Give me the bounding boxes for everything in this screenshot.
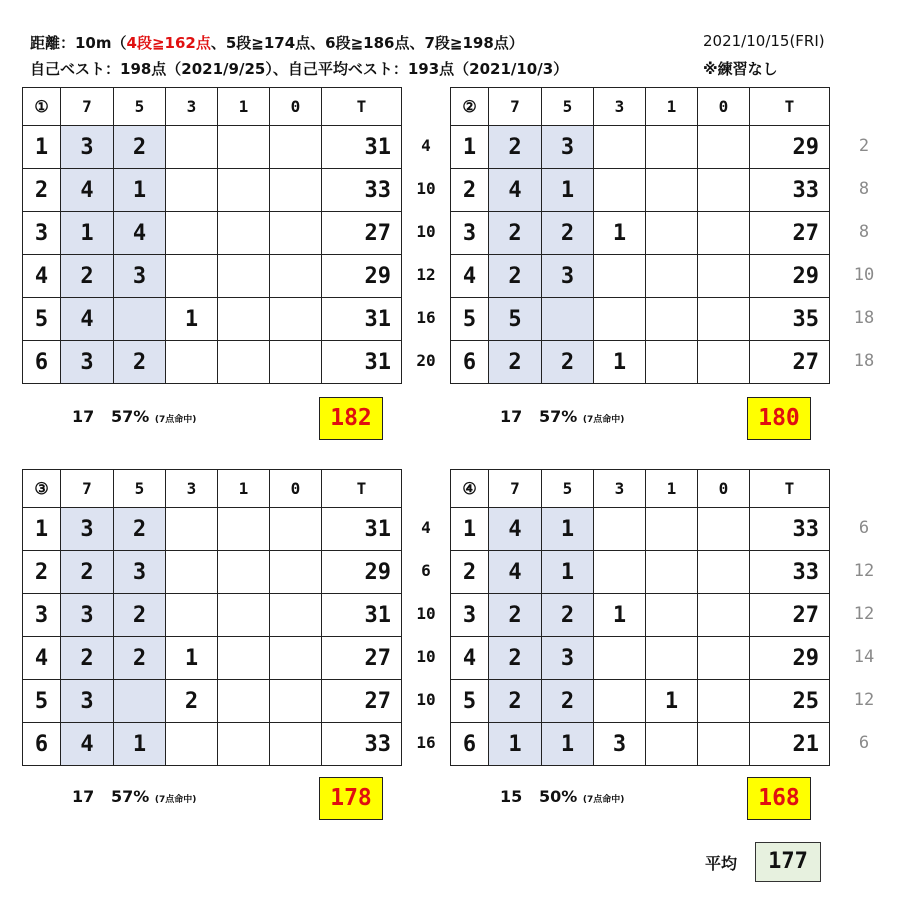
- game-label: ①: [23, 88, 61, 126]
- count-cell-1: [646, 508, 698, 551]
- side-note-value: 8: [858, 179, 870, 199]
- cumulative-hit-count: 10: [416, 690, 436, 709]
- count-cell-0: [270, 637, 322, 680]
- table-row: [23, 255, 402, 298]
- count-cell-3: [594, 126, 646, 169]
- count-cell-0: [698, 169, 750, 212]
- end-total: 27: [750, 594, 830, 637]
- count-cell-1: [218, 680, 270, 723]
- count-cell-7: 2: [489, 255, 542, 298]
- rank-thresholds: 、5段≧174点、6段≧186点、7段≧198点）: [210, 34, 524, 52]
- count-cell-0: [698, 680, 750, 723]
- end-total: 29: [322, 255, 402, 298]
- count-cell-7: 4: [61, 723, 114, 766]
- count-cell-0: [270, 508, 322, 551]
- end-total: 27: [322, 212, 402, 255]
- count-cell-0: [270, 680, 322, 723]
- count-cell-7: 2: [489, 212, 542, 255]
- count-cell-5: 2: [114, 594, 166, 637]
- game-total: 182: [319, 397, 383, 440]
- end-number: 5: [451, 680, 489, 723]
- column-header: 3: [166, 88, 218, 126]
- personal-best-line: 自己ベスト：198点（2021/9/25）、自己平均ベスト：193点（2021/10/3）: [30, 60, 569, 78]
- hit-rate: 57%: [110, 407, 150, 426]
- end-total: 27: [322, 637, 402, 680]
- column-header: 7: [489, 88, 542, 126]
- end-number: 6: [451, 723, 489, 766]
- end-number: 2: [451, 551, 489, 594]
- column-header: T: [750, 88, 830, 126]
- table-row: [23, 723, 402, 766]
- count-cell-7: 2: [489, 637, 542, 680]
- count-cell-5: 2: [542, 341, 594, 384]
- hit-count: 17: [72, 407, 95, 426]
- end-total: 31: [322, 298, 402, 341]
- game-summary: [500, 407, 624, 426]
- table-row: [451, 680, 830, 723]
- count-cell-0: [270, 169, 322, 212]
- table-row: [451, 551, 830, 594]
- hit-rate: 57%: [538, 407, 578, 426]
- count-cell-1: 1: [646, 680, 698, 723]
- distance-label: 距離：10m（: [30, 34, 127, 52]
- count-cell-5: 3: [114, 255, 166, 298]
- hit-rate-note: (7点命中): [582, 415, 625, 425]
- count-cell-1: [218, 594, 270, 637]
- count-cell-3: 1: [166, 298, 218, 341]
- end-number: 1: [23, 508, 61, 551]
- count-cell-5: 1: [114, 723, 166, 766]
- hit-count: 17: [500, 407, 523, 426]
- hit-count: 17: [72, 787, 95, 806]
- score-table-3: [22, 469, 402, 766]
- count-cell-0: [270, 341, 322, 384]
- cumulative-hit-count: 12: [416, 265, 436, 284]
- table-row: [451, 169, 830, 212]
- count-cell-3: [166, 212, 218, 255]
- count-cell-1: [218, 637, 270, 680]
- count-cell-3: [166, 594, 218, 637]
- date-label: 2021/10/15(FRI): [703, 32, 825, 50]
- game-total: 180: [747, 397, 811, 440]
- count-cell-5: 3: [542, 637, 594, 680]
- column-header: 0: [270, 88, 322, 126]
- end-total: 29: [750, 255, 830, 298]
- end-total: 33: [322, 723, 402, 766]
- cumulative-hit-count: 10: [416, 179, 436, 198]
- end-total: 31: [322, 341, 402, 384]
- side-note-value: 18: [853, 308, 875, 328]
- count-cell-0: [270, 551, 322, 594]
- end-number: 3: [451, 594, 489, 637]
- count-cell-3: [166, 169, 218, 212]
- count-cell-3: 1: [594, 341, 646, 384]
- count-cell-3: 1: [594, 594, 646, 637]
- column-header: 1: [218, 88, 270, 126]
- count-cell-0: [698, 255, 750, 298]
- count-cell-0: [270, 298, 322, 341]
- count-cell-0: [698, 212, 750, 255]
- cumulative-hit-count: 4: [421, 518, 431, 537]
- count-cell-1: [218, 508, 270, 551]
- end-number: 5: [23, 298, 61, 341]
- count-cell-5: 1: [114, 169, 166, 212]
- column-header: 0: [270, 470, 322, 508]
- table-row: [451, 637, 830, 680]
- count-cell-1: [646, 637, 698, 680]
- column-header: 5: [114, 88, 166, 126]
- count-cell-3: [166, 723, 218, 766]
- end-number: 6: [451, 341, 489, 384]
- count-cell-1: [646, 594, 698, 637]
- end-number: 2: [23, 169, 61, 212]
- column-header: 3: [594, 88, 646, 126]
- count-cell-1: [218, 341, 270, 384]
- count-cell-7: 4: [489, 169, 542, 212]
- end-total: 31: [322, 594, 402, 637]
- hit-rate-note: (7点命中): [154, 415, 197, 425]
- table-row: [451, 126, 830, 169]
- hit-rate-note: (7点命中): [154, 795, 197, 805]
- count-cell-5: [114, 298, 166, 341]
- count-cell-3: [594, 255, 646, 298]
- count-cell-7: 4: [489, 508, 542, 551]
- average-label: 平均: [705, 854, 738, 873]
- side-note-value: 2: [858, 136, 870, 156]
- count-cell-5: 1: [542, 169, 594, 212]
- end-total: 33: [750, 169, 830, 212]
- count-cell-5: 2: [542, 212, 594, 255]
- count-cell-1: [218, 126, 270, 169]
- cumulative-hit-count: 16: [416, 308, 436, 327]
- column-header: 5: [542, 470, 594, 508]
- cumulative-hit-count: 16: [416, 733, 436, 752]
- count-cell-0: [698, 551, 750, 594]
- game-summary: [72, 787, 196, 806]
- table-row: [23, 594, 402, 637]
- average-value: 177: [755, 842, 821, 882]
- practice-note: ※練習なし: [703, 60, 778, 78]
- count-cell-5: 3: [114, 551, 166, 594]
- count-cell-1: [646, 298, 698, 341]
- count-cell-0: [698, 126, 750, 169]
- column-header: T: [750, 470, 830, 508]
- count-cell-5: 2: [542, 594, 594, 637]
- count-cell-5: 1: [542, 723, 594, 766]
- count-cell-1: [218, 255, 270, 298]
- count-cell-7: 1: [61, 212, 114, 255]
- game-summary: [72, 407, 196, 426]
- end-number: 2: [23, 551, 61, 594]
- count-cell-5: [542, 298, 594, 341]
- table-row: [451, 341, 830, 384]
- score-table-4: [450, 469, 830, 766]
- count-cell-0: [270, 212, 322, 255]
- table-row: [451, 723, 830, 766]
- count-cell-0: [270, 723, 322, 766]
- end-total: 25: [750, 680, 830, 723]
- count-cell-3: 2: [166, 680, 218, 723]
- table-row: [451, 508, 830, 551]
- end-total: 29: [750, 637, 830, 680]
- end-number: 4: [23, 637, 61, 680]
- count-cell-0: [270, 594, 322, 637]
- game-total: 168: [747, 777, 811, 820]
- end-total: 29: [750, 126, 830, 169]
- game-label: ②: [451, 88, 489, 126]
- count-cell-3: [594, 508, 646, 551]
- count-cell-1: [218, 723, 270, 766]
- count-cell-3: [166, 508, 218, 551]
- end-total: 33: [750, 508, 830, 551]
- side-note-value: 8: [858, 222, 870, 242]
- cumulative-hit-count: 10: [416, 647, 436, 666]
- count-cell-1: [218, 551, 270, 594]
- column-header: T: [322, 470, 402, 508]
- count-cell-1: [646, 126, 698, 169]
- count-cell-0: [698, 298, 750, 341]
- hit-count: 15: [500, 787, 523, 806]
- end-number: 1: [23, 126, 61, 169]
- count-cell-5: 2: [542, 680, 594, 723]
- table-row: [451, 212, 830, 255]
- count-cell-3: [594, 298, 646, 341]
- table-row: [23, 126, 402, 169]
- count-cell-1: [646, 551, 698, 594]
- end-number: 2: [451, 169, 489, 212]
- count-cell-3: [166, 255, 218, 298]
- end-total: 35: [750, 298, 830, 341]
- count-cell-7: 2: [61, 637, 114, 680]
- column-header: 1: [218, 470, 270, 508]
- table-row: [23, 341, 402, 384]
- side-note-value: 6: [858, 733, 870, 753]
- count-cell-5: 1: [542, 551, 594, 594]
- count-cell-7: 1: [489, 723, 542, 766]
- end-number: 5: [451, 298, 489, 341]
- count-cell-5: 3: [542, 255, 594, 298]
- count-cell-3: [166, 551, 218, 594]
- score-table-2: [450, 87, 830, 384]
- end-number: 4: [451, 255, 489, 298]
- cumulative-hit-count: 6: [421, 561, 431, 580]
- count-cell-7: 2: [489, 594, 542, 637]
- count-cell-1: [218, 298, 270, 341]
- table-row: [23, 169, 402, 212]
- game-label: ③: [23, 470, 61, 508]
- count-cell-7: 2: [61, 255, 114, 298]
- count-cell-7: 4: [489, 551, 542, 594]
- count-cell-7: 3: [61, 594, 114, 637]
- count-cell-5: 2: [114, 341, 166, 384]
- count-cell-5: 3: [542, 126, 594, 169]
- end-total: 27: [322, 680, 402, 723]
- count-cell-1: [218, 212, 270, 255]
- column-header: 0: [698, 470, 750, 508]
- count-cell-1: [646, 212, 698, 255]
- count-cell-7: 2: [489, 126, 542, 169]
- hit-rate: 57%: [110, 787, 150, 806]
- end-total: 29: [322, 551, 402, 594]
- game-summary: [500, 787, 624, 806]
- hit-rate-note: (7点命中): [582, 795, 625, 805]
- count-cell-0: [698, 594, 750, 637]
- count-cell-3: [166, 126, 218, 169]
- side-note-value: 6: [858, 518, 870, 538]
- column-header: 7: [61, 88, 114, 126]
- count-cell-7: 4: [61, 298, 114, 341]
- end-number: 6: [23, 341, 61, 384]
- count-cell-7: 3: [61, 508, 114, 551]
- count-cell-5: 1: [542, 508, 594, 551]
- count-cell-0: [698, 341, 750, 384]
- side-note-value: 10: [853, 265, 875, 285]
- count-cell-7: 4: [61, 169, 114, 212]
- count-cell-0: [270, 126, 322, 169]
- column-header: 5: [542, 88, 594, 126]
- count-cell-7: 3: [61, 680, 114, 723]
- table-row: [23, 508, 402, 551]
- side-note-value: 18: [853, 351, 875, 371]
- table-row: [451, 594, 830, 637]
- count-cell-1: [646, 169, 698, 212]
- count-cell-1: [646, 255, 698, 298]
- side-note-value: 14: [853, 647, 875, 667]
- count-cell-5: 4: [114, 212, 166, 255]
- score-table-1: [22, 87, 402, 384]
- count-cell-3: 1: [166, 637, 218, 680]
- end-total: 21: [750, 723, 830, 766]
- rank-4-threshold: 4段≧162点: [126, 34, 211, 52]
- table-row: [451, 298, 830, 341]
- end-total: 31: [322, 508, 402, 551]
- count-cell-3: 3: [594, 723, 646, 766]
- end-number: 3: [23, 212, 61, 255]
- end-total: 27: [750, 341, 830, 384]
- column-header: 1: [646, 470, 698, 508]
- end-total: 33: [322, 169, 402, 212]
- end-number: 3: [451, 212, 489, 255]
- count-cell-7: 2: [489, 341, 542, 384]
- game-label: ④: [451, 470, 489, 508]
- column-header: 1: [646, 88, 698, 126]
- count-cell-0: [270, 255, 322, 298]
- table-row: [23, 637, 402, 680]
- header-line-1: [30, 32, 524, 53]
- end-number: 4: [451, 637, 489, 680]
- count-cell-3: [594, 169, 646, 212]
- cumulative-hit-count: 10: [416, 604, 436, 623]
- side-note-value: 12: [853, 690, 875, 710]
- cumulative-hit-count: 10: [416, 222, 436, 241]
- count-cell-7: 3: [61, 126, 114, 169]
- column-header: 3: [166, 470, 218, 508]
- side-note-value: 12: [853, 561, 875, 581]
- end-total: 27: [750, 212, 830, 255]
- hit-rate: 50%: [538, 787, 578, 806]
- count-cell-3: [594, 551, 646, 594]
- end-number: 1: [451, 126, 489, 169]
- cumulative-hit-count: 20: [416, 351, 436, 370]
- column-header: 5: [114, 470, 166, 508]
- count-cell-1: [646, 723, 698, 766]
- table-row: [23, 680, 402, 723]
- end-number: 3: [23, 594, 61, 637]
- count-cell-7: 2: [489, 680, 542, 723]
- column-header: 7: [61, 470, 114, 508]
- count-cell-0: [698, 508, 750, 551]
- column-header: T: [322, 88, 402, 126]
- count-cell-3: [594, 680, 646, 723]
- end-number: 4: [23, 255, 61, 298]
- count-cell-7: 2: [61, 551, 114, 594]
- count-cell-5: 2: [114, 508, 166, 551]
- count-cell-5: [114, 680, 166, 723]
- cumulative-hit-count: 4: [421, 136, 431, 155]
- table-row: [23, 298, 402, 341]
- count-cell-3: [594, 637, 646, 680]
- column-header: 7: [489, 470, 542, 508]
- game-total: 178: [319, 777, 383, 820]
- end-number: 5: [23, 680, 61, 723]
- table-row: [23, 551, 402, 594]
- count-cell-5: 2: [114, 126, 166, 169]
- count-cell-3: [166, 341, 218, 384]
- count-cell-7: 3: [61, 341, 114, 384]
- end-total: 33: [750, 551, 830, 594]
- count-cell-0: [698, 723, 750, 766]
- count-cell-1: [218, 169, 270, 212]
- count-cell-7: 5: [489, 298, 542, 341]
- table-row: [451, 255, 830, 298]
- count-cell-3: 1: [594, 212, 646, 255]
- count-cell-1: [646, 341, 698, 384]
- table-row: [23, 212, 402, 255]
- column-header: 0: [698, 88, 750, 126]
- end-number: 6: [23, 723, 61, 766]
- end-total: 31: [322, 126, 402, 169]
- end-number: 1: [451, 508, 489, 551]
- count-cell-5: 2: [114, 637, 166, 680]
- side-note-value: 12: [853, 604, 875, 624]
- column-header: 3: [594, 470, 646, 508]
- count-cell-0: [698, 637, 750, 680]
